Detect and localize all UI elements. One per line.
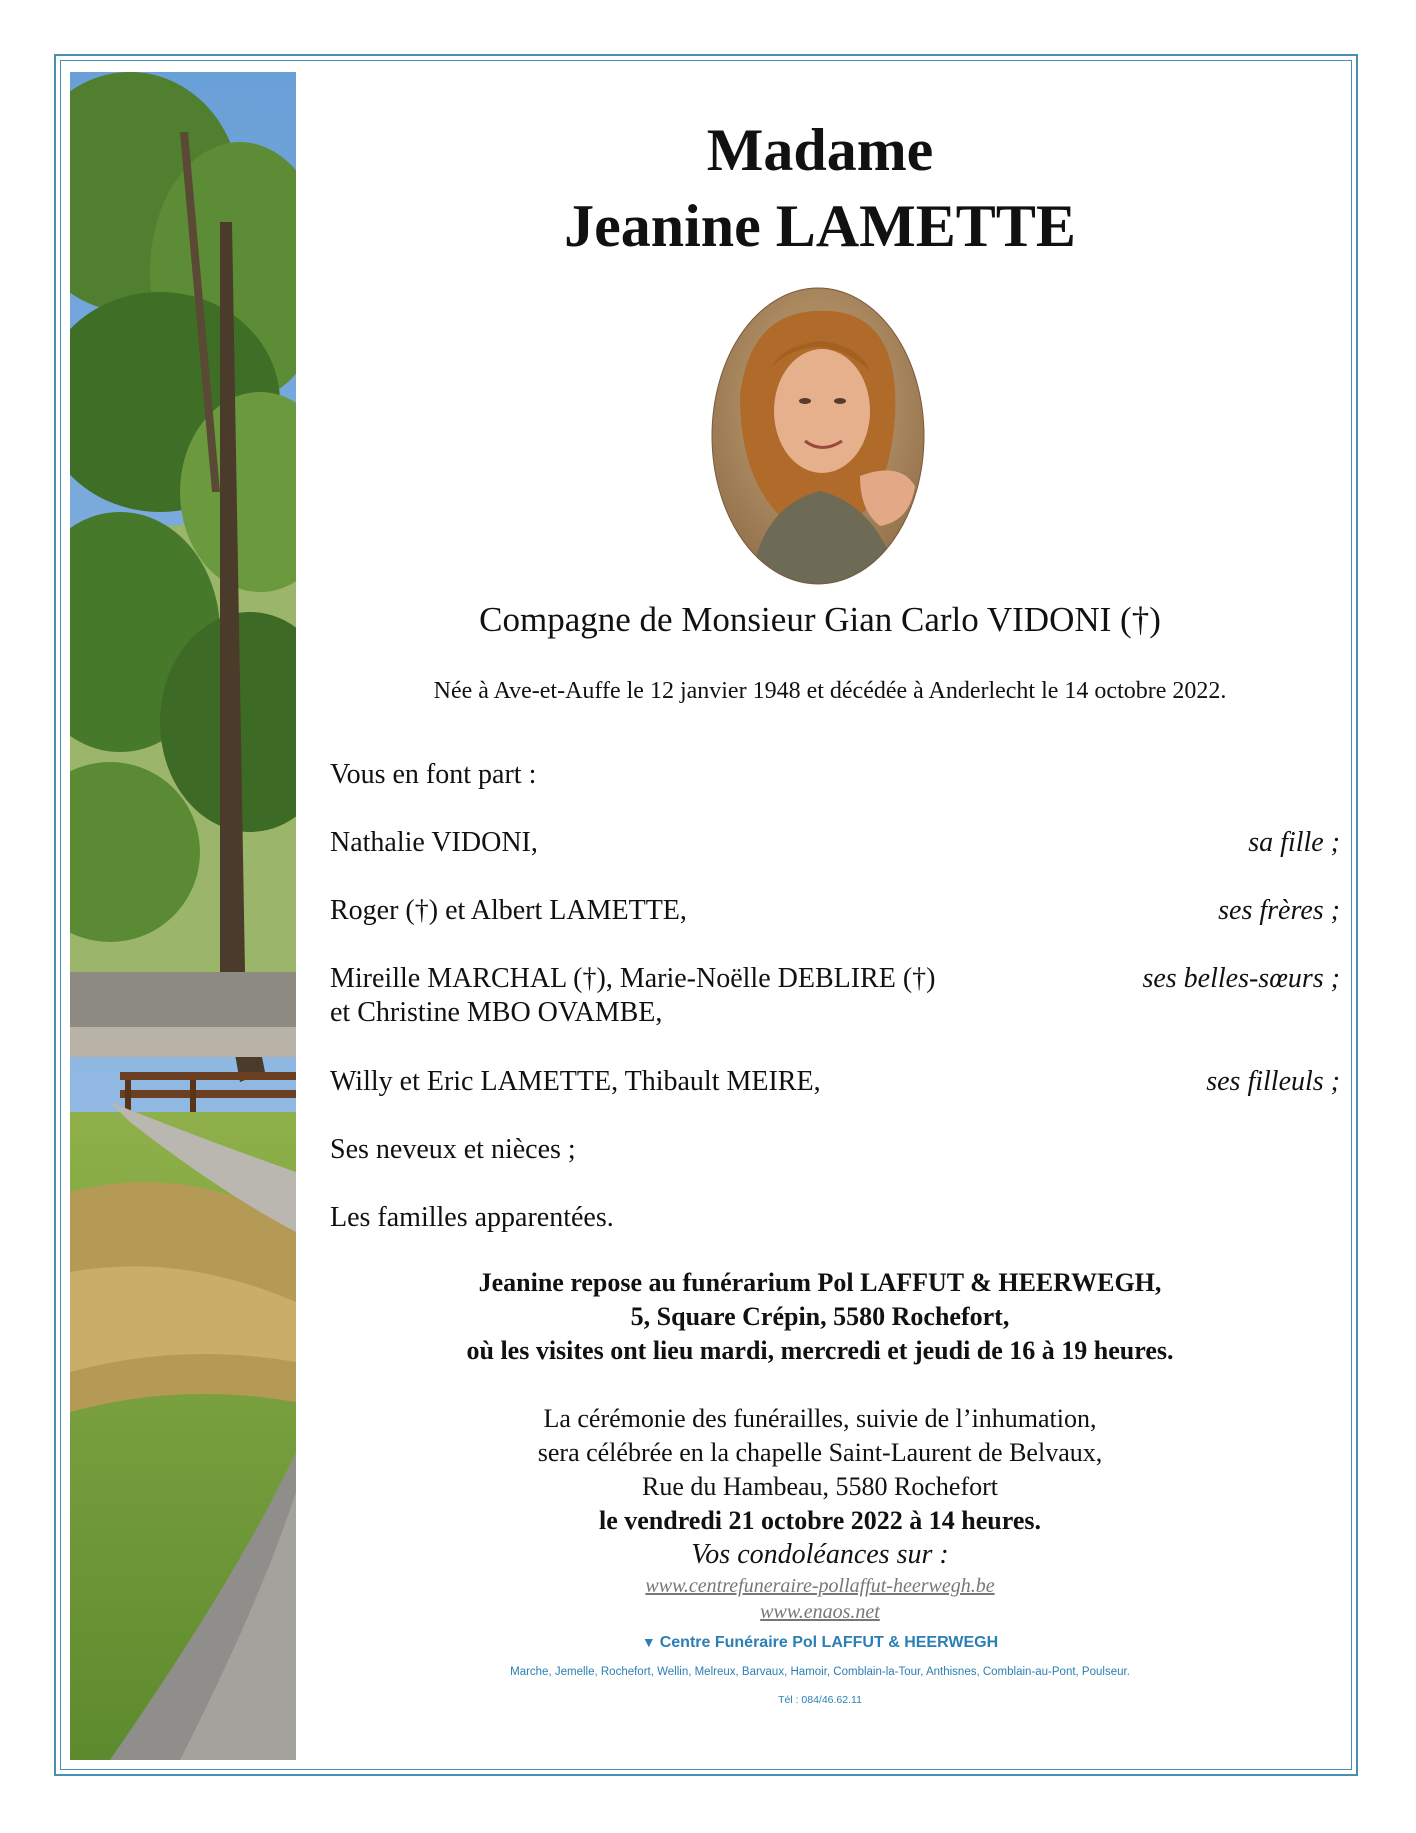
- triangle-marker-icon: ▼: [641, 1634, 656, 1650]
- family-row-sisters-in-law: [330, 962, 1340, 1030]
- ceremony-line-2: sera célébrée en la chapelle Saint-Laurent de Belvaux,: [537, 1438, 1103, 1467]
- footer-locations: Marche, Jemelle, Rochefort, Wellin, Melreux, Barvaux, Hamoir, Comblain-la-Tour, Anthisnes, Comblain-au-Pont, Poulseur.: [510, 1666, 1130, 1678]
- footer-company-line: [320, 1630, 1320, 1655]
- family-role: sa fille ;: [1248, 827, 1340, 858]
- side-landscape-photo: [70, 72, 296, 1760]
- family-names: Nathalie VIDONI,: [330, 827, 538, 858]
- family-names-continued: et Christine MBO OVAMBE,: [330, 997, 663, 1028]
- family-heading: Vous en font part :: [330, 759, 537, 790]
- family-names: Roger (†) et Albert LAMETTE,: [330, 895, 687, 926]
- family-names: Mireille MARCHAL (†), Marie-Noëlle DEBLIRE (†): [330, 963, 936, 994]
- footer-company-name: Centre Funéraire Pol LAFFUT & HEERWEGH: [659, 1634, 999, 1651]
- visitation-line-1: Jeanine repose au funérarium Pol LAFFUT & HEERWEGH,: [478, 1268, 1162, 1297]
- condolences-label: Vos condoléances sur :: [691, 1539, 949, 1570]
- family-row-brothers: [330, 894, 1340, 928]
- ceremony-line-3: Rue du Hambeau, 5580 Rochefort: [642, 1472, 998, 1501]
- deceased-name: Jeanine LAMETTE: [564, 193, 1076, 259]
- family-role: ses frères ;: [1218, 895, 1340, 926]
- birth-death-line: Née à Ave-et-Auffe le 12 janvier 1948 et décédée à Anderlecht le 14 octobre 2022.: [433, 678, 1227, 704]
- partner-line: Compagne de Monsieur Gian Carlo VIDONI (†): [479, 600, 1161, 639]
- visitation-line-3: où les visites ont lieu mardi, mercredi et jeudi de 16 à 19 heures.: [466, 1336, 1174, 1365]
- condolences-link-enaos[interactable]: www.enaos.net: [760, 1601, 880, 1623]
- footer-phone: Tél : 084/46.62.11: [778, 1694, 862, 1706]
- title-honorific: Madame: [706, 117, 934, 183]
- ceremony-date: le vendredi 21 octobre 2022 à 14 heures.: [599, 1506, 1041, 1535]
- family-row-daughter: [330, 826, 1340, 860]
- condolences-link-funeral-center[interactable]: www.centrefuneraire-pollaffut-heerwegh.be: [645, 1575, 995, 1597]
- families-line: Les familles apparentées.: [330, 1202, 614, 1233]
- nephews-line: Ses neveux et nièces ;: [330, 1134, 576, 1165]
- family-role: ses belles-sœurs ;: [1142, 963, 1340, 994]
- visitation-line-2: 5, Square Crépin, 5580 Rochefort,: [630, 1302, 1010, 1331]
- family-role: ses filleuls ;: [1206, 1066, 1340, 1097]
- family-row-godchildren: [330, 1065, 1340, 1099]
- visitation-block: [320, 1266, 1320, 1368]
- ceremony-line-1: La cérémonie des funérailles, suivie de l’inhumation,: [543, 1404, 1097, 1433]
- portrait-photo: [710, 286, 926, 586]
- family-names: Willy et Eric LAMETTE, Thibault MEIRE,: [330, 1066, 821, 1097]
- ceremony-block: [320, 1402, 1320, 1538]
